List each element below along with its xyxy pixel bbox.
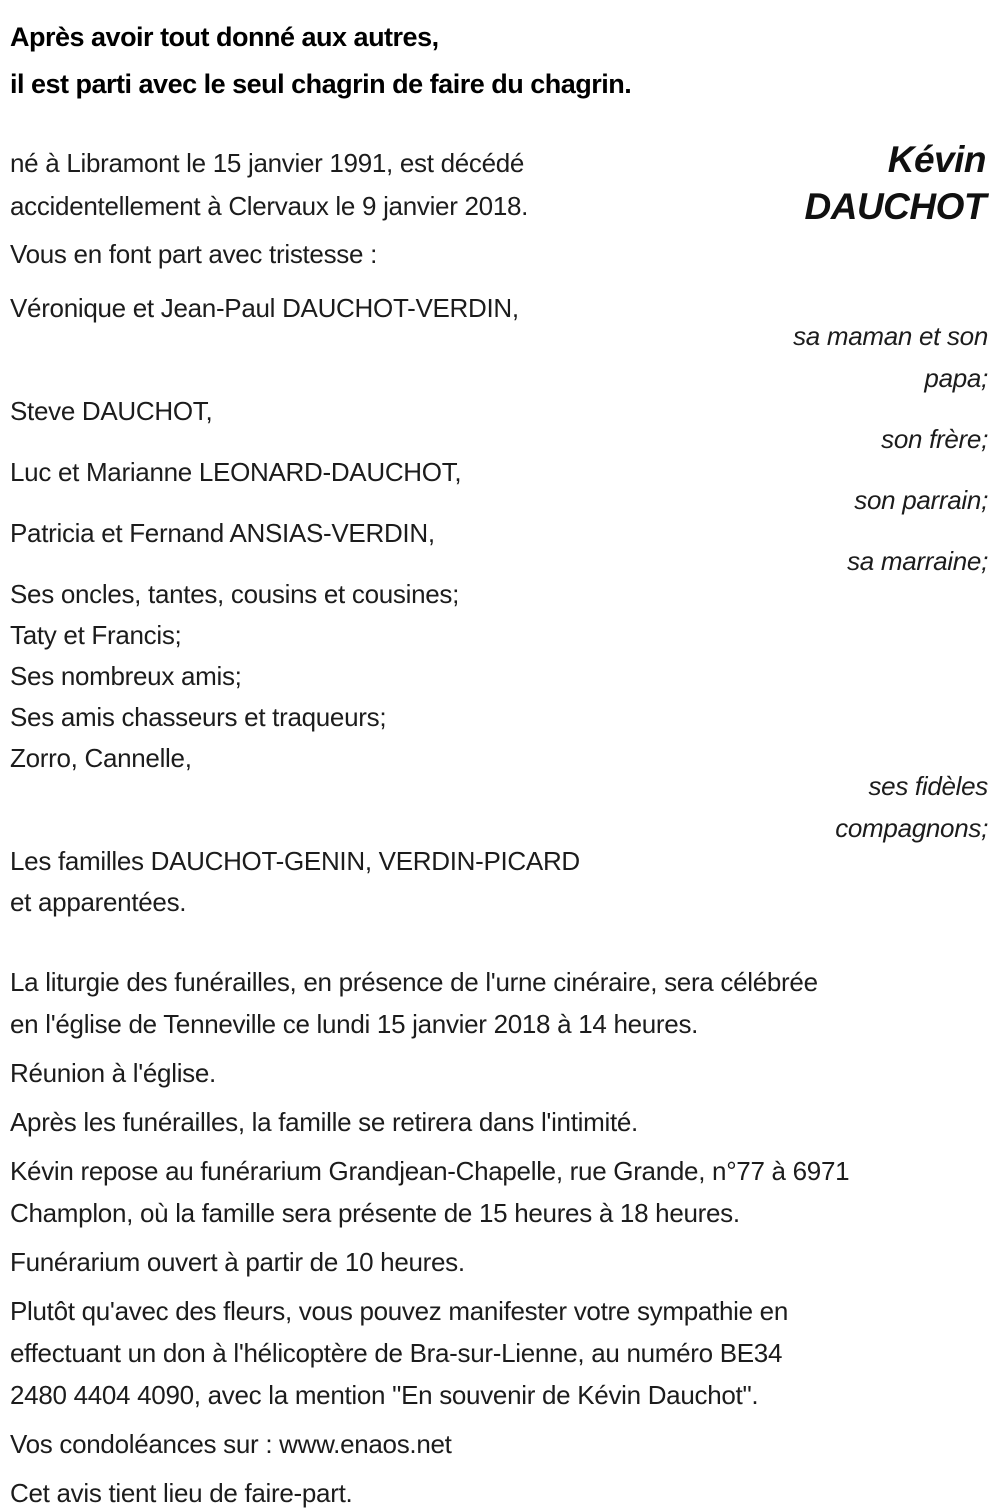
epitaph — [10, 14, 988, 108]
announcer-name: Ses amis chasseurs et traqueurs; — [10, 702, 387, 732]
funerarium-paragraph — [10, 1150, 988, 1234]
detail-line: Funérarium ouvert à partir de 10 heures. — [10, 1247, 465, 1277]
announcer-name: Luc et Marianne LEONARD-DAUCHOT, — [10, 457, 462, 487]
detail-line: Plutôt qu'avec des fleurs, vous pouvez manifester votre sympathie en — [10, 1296, 788, 1326]
liturgy-paragraph — [10, 961, 988, 1045]
mourners-list — [10, 288, 988, 923]
announcer-name: Taty et Francis; — [10, 620, 182, 650]
ceremony-details — [10, 961, 988, 1511]
relation-line: compagnons; — [835, 813, 988, 843]
families-block — [10, 841, 988, 923]
announcer-block — [10, 574, 988, 849]
announcer-name: Ses nombreux amis; — [10, 661, 242, 691]
epitaph-line-1: Après avoir tout donné aux autres, — [10, 22, 439, 52]
donation-paragraph — [10, 1290, 988, 1416]
detail-line: Réunion à l'église. — [10, 1058, 216, 1088]
detail-line: Après les funérailles, la famille se retirera dans l'intimité. — [10, 1107, 638, 1137]
relation-line: son parrain; — [854, 485, 988, 515]
notice-paragraph — [10, 1472, 988, 1511]
detail-line: en l'église de Tenneville ce lundi 15 janvier 2018 à 14 heures. — [10, 1009, 699, 1039]
detail-line: effectuant un don à l'hélicoptère de Bra-sur-Lienne, au numéro BE34 — [10, 1338, 783, 1368]
announcer-block — [10, 513, 988, 582]
detail-line: 2480 4404 4090, avec la mention "En souvenir de Kévin Dauchot". — [10, 1380, 759, 1410]
announcer-name: Zorro, Cannelle, — [10, 743, 192, 773]
detail-line: La liturgie des funérailles, en présence de l'urne cinéraire, sera célébrée — [10, 967, 818, 997]
announcer-name: Steve DAUCHOT, — [10, 396, 213, 426]
condolences-line: Vos condoléances sur : www.enaos.net — [10, 1429, 452, 1459]
announcer-block — [10, 452, 988, 521]
announcement-line: Vous en font part avec tristesse : — [10, 239, 378, 269]
death-announcement — [10, 142, 770, 228]
epitaph-line-2: il est parti avec le seul chagrin de faire du chagrin. — [10, 69, 632, 99]
opening-hours-paragraph — [10, 1241, 988, 1283]
announcer-block — [10, 288, 988, 399]
deceased-name — [805, 136, 986, 230]
announcer-name: Ses oncles, tantes, cousins et cousines; — [10, 579, 460, 609]
intro-line-2: accidentellement à Clervaux le 9 janvier 2018. — [10, 191, 529, 221]
announcer-name: Patricia et Fernand ANSIAS-VERDIN, — [10, 518, 435, 548]
announcer-name: Véronique et Jean-Paul DAUCHOT-VERDIN, — [10, 293, 519, 323]
announcer-block — [10, 391, 988, 460]
detail-line: Kévin repose au funérarium Grandjean-Chapelle, rue Grande, n°77 à 6971 — [10, 1156, 850, 1186]
detail-line: Champlon, où la famille sera présente de 15 heures à 18 heures. — [10, 1198, 740, 1228]
deceased-last-name: DAUCHOT — [804, 186, 986, 227]
relation-line: ses fidèles — [868, 771, 988, 801]
relation-line: sa marraine; — [847, 546, 988, 576]
meeting-paragraph — [10, 1052, 988, 1094]
relation-line: papa; — [924, 363, 988, 393]
detail-line: Cet avis tient lieu de faire-part. — [10, 1478, 353, 1508]
deceased-first-name: Kévin — [887, 139, 986, 180]
condolences-paragraph — [10, 1423, 988, 1465]
relation-line: sa maman et son — [793, 321, 988, 351]
privacy-paragraph — [10, 1101, 988, 1143]
relation-line: son frère; — [881, 424, 988, 454]
families-line: Les familles DAUCHOT-GENIN, VERDIN-PICARD — [10, 846, 580, 876]
intro-line-1: né à Libramont le 15 janvier 1991, est décédé — [10, 148, 525, 178]
families-line: et apparentées. — [10, 887, 187, 917]
